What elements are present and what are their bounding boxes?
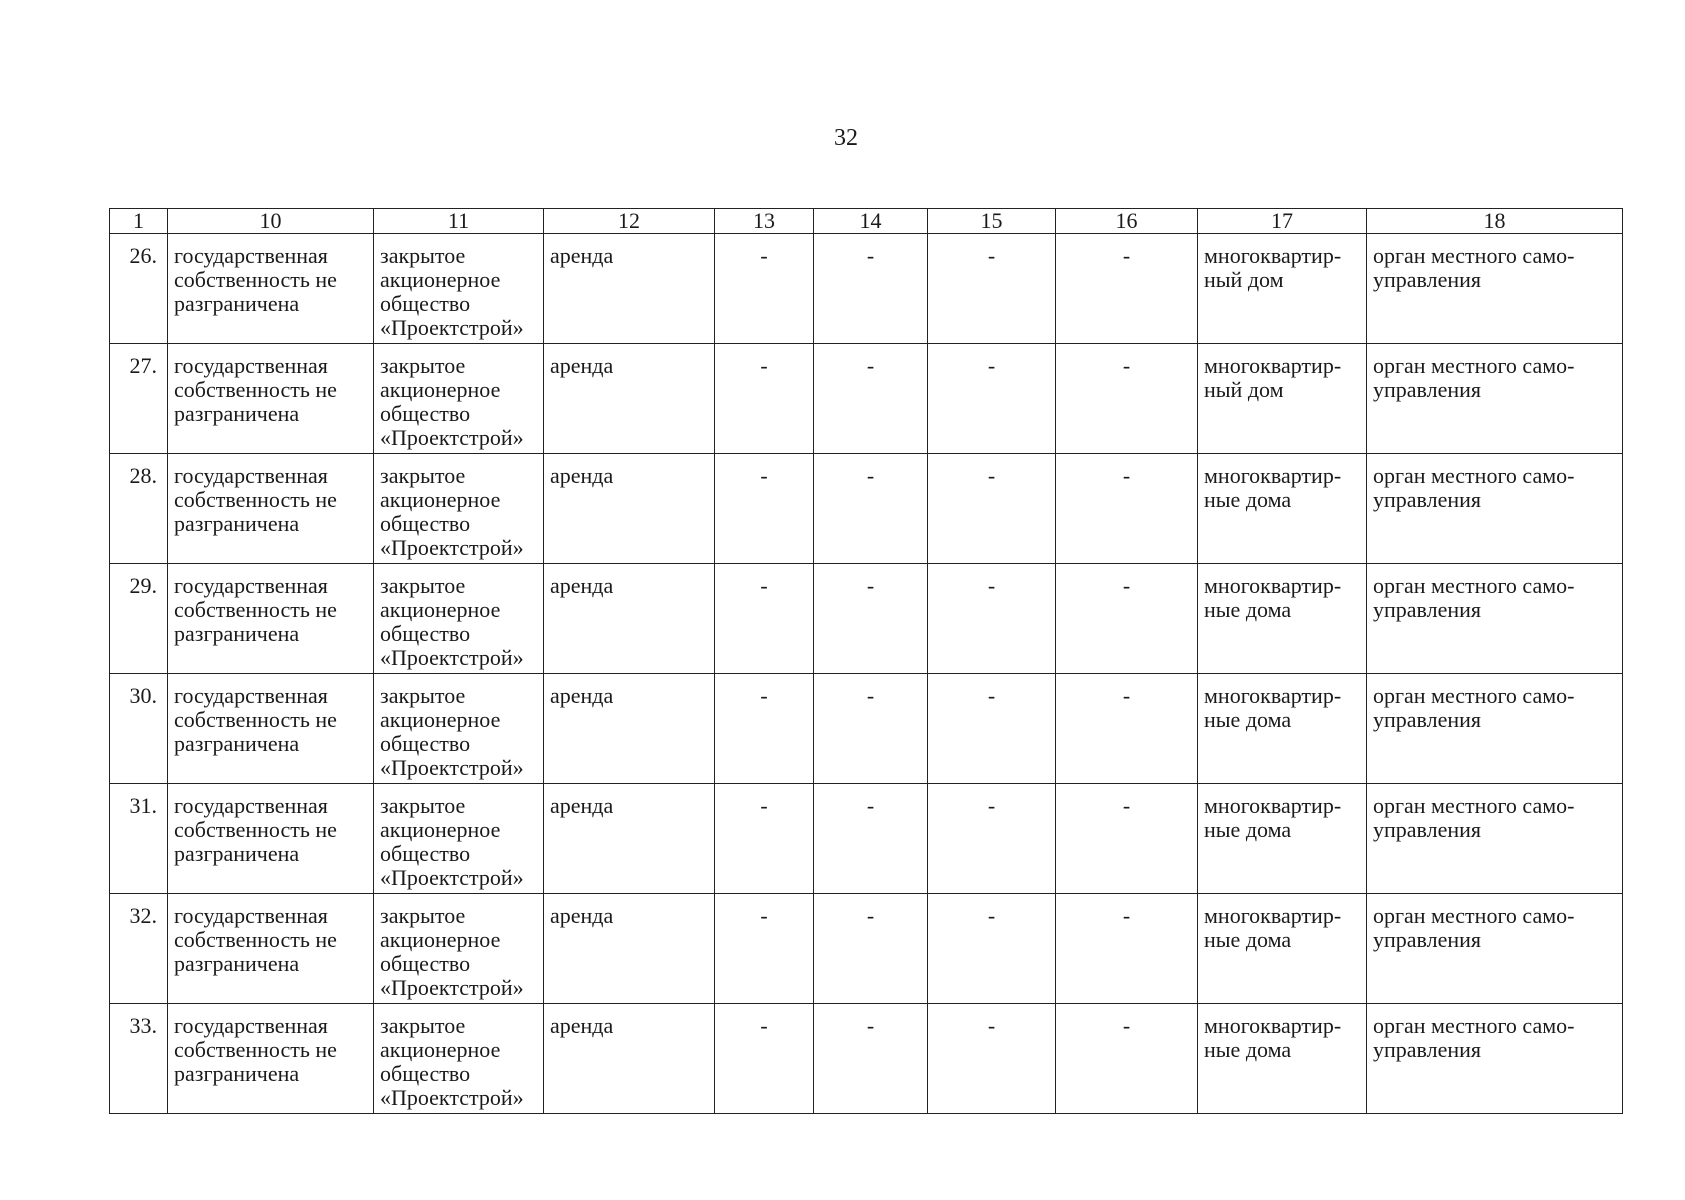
table-row [110, 1004, 1623, 1114]
column-13-cell: - [715, 674, 814, 784]
authority-cell: орган местного само- управления [1367, 1004, 1623, 1114]
authority-cell: орган местного само- управления [1367, 234, 1623, 344]
row-number-cell: 26. [110, 234, 168, 344]
column-13-cell: - [715, 564, 814, 674]
row-number-cell: 28. [110, 454, 168, 564]
right-type-cell: аренда [544, 894, 715, 1004]
permitted-use-cell: многоквартир- ные дома [1198, 784, 1367, 894]
column-14-cell: - [814, 344, 928, 454]
column-14-cell: - [814, 674, 928, 784]
ownership-cell: государственная собственность не разграничена [168, 894, 374, 1004]
column-header: 11 [374, 209, 544, 234]
column-13-cell: - [715, 234, 814, 344]
table-row [110, 784, 1623, 894]
row-number-cell: 29. [110, 564, 168, 674]
ownership-cell: государственная собственность не разграничена [168, 344, 374, 454]
table-row [110, 564, 1623, 674]
column-16-cell: - [1056, 454, 1198, 564]
authority-cell: орган местного само- управления [1367, 784, 1623, 894]
table-row [110, 894, 1623, 1004]
column-16-cell: - [1056, 564, 1198, 674]
holder-cell: закрытое акционерное общество «Проектстрой» [374, 1004, 544, 1114]
row-number-cell: 30. [110, 674, 168, 784]
column-15-cell: - [928, 674, 1056, 784]
column-13-cell: - [715, 894, 814, 1004]
column-header: 15 [928, 209, 1056, 234]
holder-cell: закрытое акционерное общество «Проектстрой» [374, 784, 544, 894]
column-16-cell: - [1056, 344, 1198, 454]
column-15-cell: - [928, 564, 1056, 674]
authority-cell: орган местного само- управления [1367, 894, 1623, 1004]
row-number-cell: 27. [110, 344, 168, 454]
row-number-cell: 31. [110, 784, 168, 894]
table-header-row [110, 209, 1623, 234]
permitted-use-cell: многоквартир- ные дома [1198, 454, 1367, 564]
column-15-cell: - [928, 234, 1056, 344]
table-row [110, 344, 1623, 454]
holder-cell: закрытое акционерное общество «Проектстрой» [374, 674, 544, 784]
column-15-cell: - [928, 1004, 1056, 1114]
right-type-cell: аренда [544, 674, 715, 784]
column-13-cell: - [715, 344, 814, 454]
column-header: 13 [715, 209, 814, 234]
column-header: 14 [814, 209, 928, 234]
column-16-cell: - [1056, 234, 1198, 344]
row-number-cell: 33. [110, 1004, 168, 1114]
authority-cell: орган местного само- управления [1367, 344, 1623, 454]
permitted-use-cell: многоквартир- ные дома [1198, 674, 1367, 784]
holder-cell: закрытое акционерное общество «Проектстрой» [374, 234, 544, 344]
table-row [110, 454, 1623, 564]
permitted-use-cell: многоквартир- ные дома [1198, 894, 1367, 1004]
column-13-cell: - [715, 784, 814, 894]
ownership-cell: государственная собственность не разграничена [168, 234, 374, 344]
authority-cell: орган местного само- управления [1367, 454, 1623, 564]
holder-cell: закрытое акционерное общество «Проектстрой» [374, 454, 544, 564]
right-type-cell: аренда [544, 454, 715, 564]
column-15-cell: - [928, 894, 1056, 1004]
column-14-cell: - [814, 454, 928, 564]
column-15-cell: - [928, 454, 1056, 564]
permitted-use-cell: многоквартир- ные дома [1198, 564, 1367, 674]
column-14-cell: - [814, 234, 928, 344]
column-14-cell: - [814, 564, 928, 674]
ownership-cell: государственная собственность не разграничена [168, 784, 374, 894]
permitted-use-cell: многоквартир- ный дом [1198, 234, 1367, 344]
table-body [110, 234, 1623, 1114]
ownership-cell: государственная собственность не разграничена [168, 564, 374, 674]
column-14-cell: - [814, 1004, 928, 1114]
column-15-cell: - [928, 784, 1056, 894]
holder-cell: закрытое акционерное общество «Проектстрой» [374, 564, 544, 674]
ownership-cell: государственная собственность не разграничена [168, 454, 374, 564]
table-row [110, 674, 1623, 784]
column-header: 16 [1056, 209, 1198, 234]
column-13-cell: - [715, 454, 814, 564]
column-16-cell: - [1056, 894, 1198, 1004]
right-type-cell: аренда [544, 564, 715, 674]
holder-cell: закрытое акционерное общество «Проектстрой» [374, 344, 544, 454]
column-16-cell: - [1056, 674, 1198, 784]
ownership-cell: государственная собственность не разграничена [168, 674, 374, 784]
column-header: 18 [1367, 209, 1623, 234]
column-16-cell: - [1056, 1004, 1198, 1114]
column-header: 10 [168, 209, 374, 234]
column-15-cell: - [928, 344, 1056, 454]
page-number: 32 [834, 125, 858, 151]
row-number-cell: 32. [110, 894, 168, 1004]
right-type-cell: аренда [544, 234, 715, 344]
data-table [109, 208, 1623, 1114]
right-type-cell: аренда [544, 784, 715, 894]
column-16-cell: - [1056, 784, 1198, 894]
column-header: 12 [544, 209, 715, 234]
ownership-cell: государственная собственность не разграничена [168, 1004, 374, 1114]
right-type-cell: аренда [544, 1004, 715, 1114]
permitted-use-cell: многоквартир- ный дом [1198, 344, 1367, 454]
authority-cell: орган местного само- управления [1367, 564, 1623, 674]
column-14-cell: - [814, 894, 928, 1004]
right-type-cell: аренда [544, 344, 715, 454]
authority-cell: орган местного само- управления [1367, 674, 1623, 784]
column-13-cell: - [715, 1004, 814, 1114]
column-header: 1 [110, 209, 168, 234]
column-14-cell: - [814, 784, 928, 894]
table-row [110, 234, 1623, 344]
holder-cell: закрытое акционерное общество «Проектстрой» [374, 894, 544, 1004]
column-header: 17 [1198, 209, 1367, 234]
permitted-use-cell: многоквартир- ные дома [1198, 1004, 1367, 1114]
